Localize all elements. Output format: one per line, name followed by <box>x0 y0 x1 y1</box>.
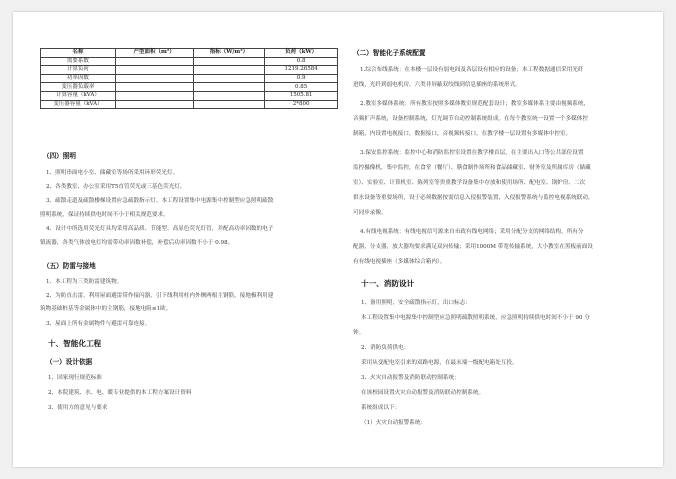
config-line: 1.综合布线系统：在本楼一层设有弱电间及各层设有相应的设备；本工程数据通信采用光纤 <box>360 67 584 73</box>
section-eleven-heading: 十一、消防设计 <box>361 279 415 288</box>
lightning-line: 2、为防直击雷，利用屋面避雷带作接闪器，引下线利用柱内外侧两根主钢筋，接地极利用建 <box>46 293 274 299</box>
table-cell <box>193 100 265 109</box>
basis-line: 3、使用方的意见与要求 <box>48 405 108 411</box>
table-cell: 2*800 <box>265 100 338 109</box>
config-line: 4.有线电视系统：有线电视信号源来自市政有线电网络；采用分配分支的网络结构，所有分 <box>360 229 584 235</box>
table-cell <box>193 66 265 75</box>
table-cell: 1505.81 <box>265 91 338 100</box>
lighting-line: 1、照明串面电小室、储藏室等场所采用环形荧光灯。 <box>46 170 179 176</box>
config-line: 制箱，内设置电视接口，数据接口，音视频转接口，在教学楼一层设置有多媒体中控室。 <box>353 131 572 137</box>
table-cell: 0.85 <box>265 83 338 92</box>
lighting-heading: （四）照明 <box>43 152 76 160</box>
table-cell: 1219.26584 <box>265 66 338 75</box>
table-row <box>41 74 338 83</box>
table-row <box>41 66 338 75</box>
table-cell <box>193 91 265 100</box>
fire-line: 采用从变配电室引来的双路电源，在最末端一级配电箱处互投。 <box>361 360 518 366</box>
config-heading: （二）智能化子系统配置 <box>353 49 426 57</box>
config-line: 配器，分支器，放大器均要求满足双向传输；采用1000M 带宽传输系统，大小教室在黑板前面设 <box>353 244 593 250</box>
config-line: 有有线电视插座（多媒体综合箱内）。 <box>353 259 446 265</box>
config-line: 供水设备等重要场所，设于必须数据按需信息入侵报警装置，入侵报警系统与监控电视系统联动， <box>353 195 594 201</box>
lightning-line: 1、本工程为三类防雷建筑物。 <box>46 279 123 285</box>
table-header-row <box>41 49 338 58</box>
lighting-line: 照明系统，保证持续供电时间不小于相关规范要求。 <box>40 212 169 218</box>
fire-line: 系统组成以下： <box>361 405 401 411</box>
lighting-line: 4、设计中所选用荧光灯具均采用高品质、节能型、高显色荧光灯管，并配高功率因数的电子 <box>46 226 274 232</box>
config-line: 监控摄像机，集中监控，在食堂（餐厅）、膳食制作场所和食品储藏室、财务室及所属库房（储藏 <box>353 165 591 171</box>
table-cell: 0.8 <box>265 57 338 66</box>
table-cell <box>193 83 265 92</box>
fire-line: 3、火灾自动报警及消防联动控制系统： <box>361 375 460 381</box>
config-line: 可同步录像。 <box>353 210 387 216</box>
table-cell <box>115 83 193 92</box>
table-cell <box>115 57 193 66</box>
table-cell <box>193 57 265 66</box>
lightning-line: 筑物基础桩基等金属体中的主钢筋，接地电阻≤1欧。 <box>40 306 172 312</box>
table-cell: 需要系数 <box>41 57 116 66</box>
load-table <box>40 48 338 109</box>
table-header-cell: 名称 <box>41 49 116 58</box>
fire-line: 本工程设置集中电源集中控制型应急照明疏散照明系统，应急照明持续供电时间不小于 90 分 <box>361 315 590 321</box>
table-row <box>41 57 338 66</box>
table-cell: 计算容量（kVA） <box>41 91 116 100</box>
section-ten-heading: 十、智能化工程 <box>48 339 102 348</box>
config-line: 室）、实验室、计算机室、陈列室等贵重教学设备集中存放和使用场所、配电室、锅炉房、二次 <box>353 180 586 186</box>
lighting-line: 镇流器，各类气体放电灯均需带功率因数补偿，补偿后功率因数不小于 0.98。 <box>40 240 234 246</box>
table-cell: 功率因数 <box>41 74 116 83</box>
config-line: 音频扩声系统，设备控制系统，灯光调节自动控制系统组成。在每个教室统一设置一个多媒体控 <box>353 116 588 122</box>
config-line: 进线，光纤到弱电机房，六类非屏蔽双绞线到信息插座的系统形式。 <box>353 82 521 88</box>
table-cell <box>193 74 265 83</box>
table-cell: 变压器容量（kVA） <box>41 100 116 109</box>
table-row <box>41 91 338 100</box>
lightning-line: 3、屋面上所有金属物件与避雷可靠连接。 <box>46 321 151 327</box>
table-cell <box>115 74 193 83</box>
config-line: 2.教室多媒体系统：所有教室按照多媒体教室规范配套设计；教室多媒体系主要由视频系统， <box>360 101 590 107</box>
basis-heading: （一）设计依据 <box>46 358 93 366</box>
fire-line: 在该校园设置火灾自动报警及消防联动控制系统。 <box>361 390 485 396</box>
basis-line: 2、本院建筑、水、电、暖专业提供的本工程方案设计资料 <box>48 390 192 396</box>
document-sheet <box>13 12 663 467</box>
table-cell <box>115 66 193 75</box>
fire-line: 钟。 <box>353 330 365 336</box>
table-header-cell: 产型面积（m²） <box>115 49 193 58</box>
fire-line: 1、备用照明，安全疏散指示灯，出口标志： <box>361 300 471 306</box>
table-row <box>41 100 338 109</box>
table-cell: 0.9 <box>265 74 338 83</box>
table-cell <box>115 100 193 109</box>
table-row <box>41 83 338 92</box>
lightning-heading: （五）防雷与接地 <box>43 262 96 270</box>
table-cell <box>115 91 193 100</box>
lighting-line: 2、各类教室、办公室采用T5直管荧光或三基色荧光灯。 <box>46 184 186 190</box>
lighting-line: 3、疏散走道及疏散楼梯设置应急疏散指示灯。本工程设置集中电源集中控制型应急照明疏散 <box>46 198 274 204</box>
table-header-cell: 负荷（kW） <box>265 49 338 58</box>
basis-line: 1、国家现行规范标准 <box>48 375 102 381</box>
fire-line: 2、消防负荷供电： <box>361 345 410 351</box>
table-header-cell: 指标（W/m²） <box>193 49 265 58</box>
fire-line: （1）火灾自动报警系统： <box>361 420 427 426</box>
config-line: 3.保安监控系统：监控中心和消防监控室设置在教学楼首层，在主要出入口等公共部位设置 <box>360 150 584 156</box>
table-cell: 计算负荷 <box>41 66 116 75</box>
table-cell: 变压器负载率 <box>41 83 116 92</box>
